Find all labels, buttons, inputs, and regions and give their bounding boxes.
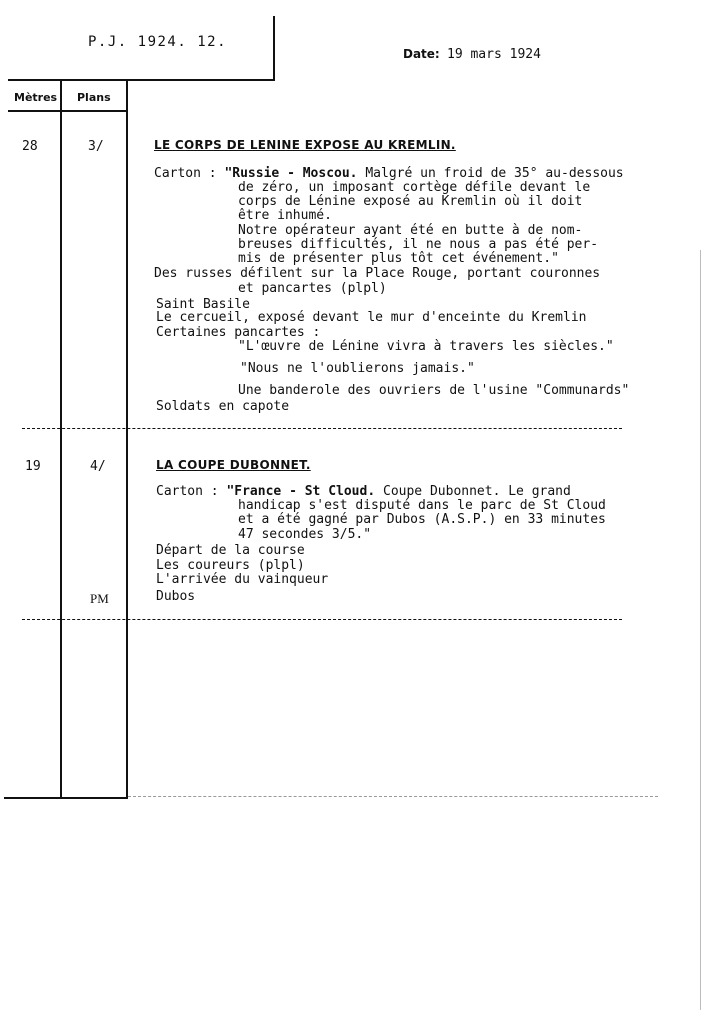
entry-1-carton-line: corps de Lénine exposé au Kremlin où il doit <box>238 194 583 209</box>
carton-prefix: Carton : <box>154 166 225 181</box>
reference-number: P.J. 1924. 12. <box>88 34 228 50</box>
entry-1-title: LE CORPS DE LENINE EXPOSE AU KREMLIN. <box>154 138 456 152</box>
entry-2-title: LA COUPE DUBONNET. <box>156 458 311 472</box>
date-value: 19 mars 1924 <box>447 47 541 62</box>
entry-2-metres: 19 <box>25 459 41 474</box>
carton-prefix: Carton : <box>156 484 227 499</box>
entry-2-shot: Les coureurs (plpl) <box>156 558 305 573</box>
entry-2-shot: Départ de la course <box>156 543 305 558</box>
entry-1-separator <box>22 428 622 429</box>
entry-1-plan: 3/ <box>88 139 104 154</box>
entry-1-shot: Le cercueil, exposé devant le mur d'enceinte du Kremlin <box>156 310 587 325</box>
column-header-bottom-border <box>8 110 127 112</box>
entry-1-carton-line: breuses difficultés, il ne nous a pas été per- <box>238 237 599 252</box>
carton-location: "France - St Cloud. <box>226 484 376 499</box>
entry-2-carton-line: et a été gagné par Dubos (A.S.P.) en 33 minutes <box>238 512 606 527</box>
column-divider-right <box>126 81 128 799</box>
entry-2-shot: L'arrivée du vainqueur <box>156 572 329 587</box>
entry-1-shot: Certaines pancartes : <box>156 325 321 340</box>
entry-2-shot: Dubos <box>156 589 196 604</box>
header-box-bottom-border <box>8 79 275 81</box>
page-bottom-rule <box>4 797 128 799</box>
entry-1-shot: Une banderole des ouvriers de l'usine "Communards" <box>238 383 630 398</box>
header-box-right-border <box>273 16 275 80</box>
entry-1-metres: 28 <box>22 139 38 154</box>
entry-1-carton-line: mis de présenter plus tôt cet événement." <box>238 251 559 266</box>
entry-1-carton-line: être inhumé. <box>238 208 332 223</box>
carton-text: Coupe Dubonnet. Le grand <box>375 484 571 499</box>
column-divider-left <box>60 81 62 799</box>
entry-2-carton-line: 47 secondes 3/5." <box>238 527 372 542</box>
entry-2-separator <box>22 619 622 620</box>
date-label: Date: <box>403 47 440 61</box>
entry-1-shot: Soldats en capote <box>156 399 290 414</box>
right-edge-mark <box>700 250 701 1010</box>
carton-location: "Russie - Moscou. <box>224 166 358 181</box>
page-bottom-rule-faint <box>128 796 658 797</box>
entry-1-shot: "Nous ne l'oublierons jamais." <box>240 361 475 376</box>
entry-1-carton-line: de zéro, un imposant cortège défile devant le <box>238 180 591 195</box>
entry-1-shot: Des russes défilent sur la Place Rouge, portant couronnes <box>154 266 601 281</box>
entry-1-carton-line: Notre opérateur ayant été en butte à de nom- <box>238 223 583 238</box>
entry-2-carton-line: handicap s'est disputé dans le parc de St Cloud <box>238 498 606 513</box>
entry-2-pm-label: PM <box>90 591 109 606</box>
entry-1-shot: Saint Basile <box>156 297 250 312</box>
carton-text: Malgré un froid de 35° au-dessous <box>357 166 624 181</box>
entry-1-shot: "L'œuvre de Lénine vivra à travers les siècles." <box>238 339 614 354</box>
column-header-plans: Plans <box>77 91 111 104</box>
column-header-metres: Mètres <box>14 91 58 104</box>
entry-2-plan: 4/ <box>90 459 106 474</box>
entry-1-shot: et pancartes (plpl) <box>238 281 387 296</box>
